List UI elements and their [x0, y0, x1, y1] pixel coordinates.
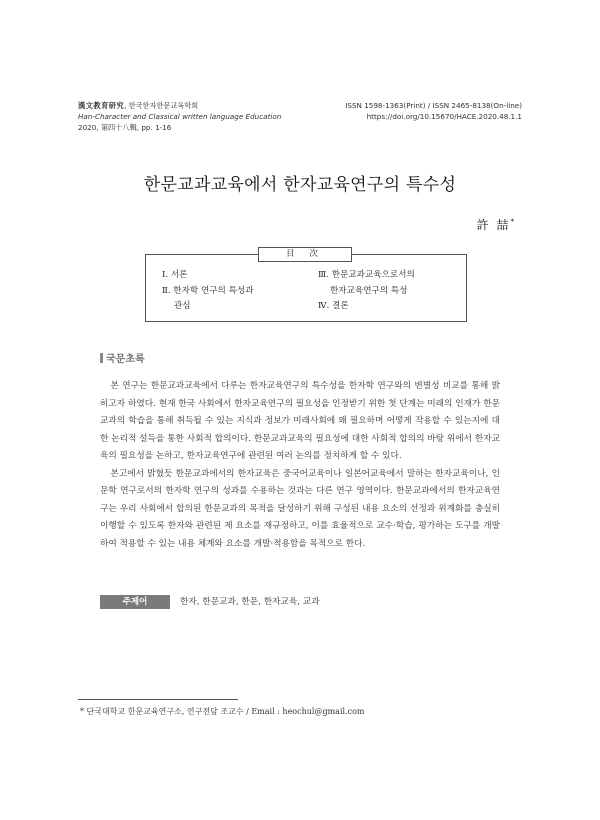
- issn-info: [345, 100, 522, 122]
- toc-item: Ⅲ. 한문교과교육으로서의: [318, 270, 415, 280]
- footnote-divider: [78, 699, 238, 700]
- author: [477, 216, 514, 233]
- paper-title: 한문교과교육에서 한자교육연구의 특수성: [143, 175, 457, 195]
- abstract-body: [100, 378, 500, 553]
- issn-line: ISSN 1598-1363(Print) / ISSN 2465-8138(On-line): [345, 101, 522, 110]
- toc-item: Ⅳ. 결론: [318, 301, 349, 311]
- doi-link[interactable]: https://doi.org/10.15670/HACE.2020.48.1.1: [366, 112, 522, 121]
- toc-item: 한자교육연구의 특성: [330, 285, 408, 296]
- abstract-heading: [100, 350, 145, 365]
- keywords-label: 주제어: [100, 595, 170, 609]
- journal-info: 漢文教育研究, 한국한자한문교육학회 Han-Character and Classical written language Education 2020, 第四十八輯, pp. 1-16: [78, 101, 282, 132]
- abstract-paragraph: 본 연구는 한문교과교육에서 다루는 한자교육연구의 특수성을 한자학 연구와의 변별성 비교를 통해 밝히고자 하였다. 현재 한국 사회에서 한자교육연구의 필요성을 인정받기 위한 첫 단계는 미래의 인재가 한문교과의 학습을 통해 취득될 수 있는 지식과 정보가 미래사회에 왜 필요하며 어떻게 작용할 수 있는지에 대한 논리적 설득을 통한 사회적 합의이다. 한문교과교육의 필요성에 대한 사회적 합의의 바탕 위에서 한자교육의 필요성을 논하고, 한자교육연구에 관련된 여러 논의를 정치하게 할 수 있다.: [100, 381, 500, 461]
- journal-english-name: Han-Character and Classical written language Education: [78, 112, 282, 121]
- toc-item: Ⅱ. 한자학 연구의 특성과: [162, 285, 254, 296]
- keywords-text: 한자, 한문교과, 한문, 한자교육, 교과: [180, 597, 320, 607]
- toc-item: 관심: [174, 301, 191, 311]
- toc-right-column: [318, 268, 415, 315]
- society-name: 한국한자한문교육학회: [128, 101, 199, 110]
- journal-hanja-name: 漢文教育研究: [78, 101, 125, 110]
- toc-left-column: [162, 268, 253, 315]
- issue-info: 2020, 第四十八輯, pp. 1-16: [78, 123, 172, 132]
- heading-bar-icon: [100, 353, 103, 363]
- toc-item: Ⅰ. 서론: [162, 270, 188, 280]
- toc-heading: 目 次: [258, 247, 352, 262]
- author-footnote-mark: *: [510, 218, 514, 226]
- keywords: [100, 595, 320, 609]
- abstract-paragraph: 본고에서 밝혔듯 한문교과에서의 한자교육은 중국어교육이나 일본어교육에서 말하는 한자교육이나, 인문학 연구로서의 한자학 연구의 성과를 수용하는 것과는 다른 연구 영역이다. 한문교과에서의 한자교육연구는 우리 사회에서 합의된 한문교과의 목적을 달성하기 위해 구성된 내용 요소의 선정과 위계화를 충실히 이행할 수 있도록 한자와 관련된 제 요소를 재규정하고, 이를 효율적으로 교수·학습, 평가하는 도구를 개발하여 적용할 수 있는 내용 체계와 요소를 개발·적용함을 목적으로 한다.: [100, 468, 500, 549]
- author-name: 許 喆: [476, 218, 511, 232]
- abstract-label: 국문초록: [106, 354, 145, 365]
- footnote: * 단국대학교 한문교육연구소, 연구전담 조교수 / Email : heochul@gmail.com: [80, 707, 365, 716]
